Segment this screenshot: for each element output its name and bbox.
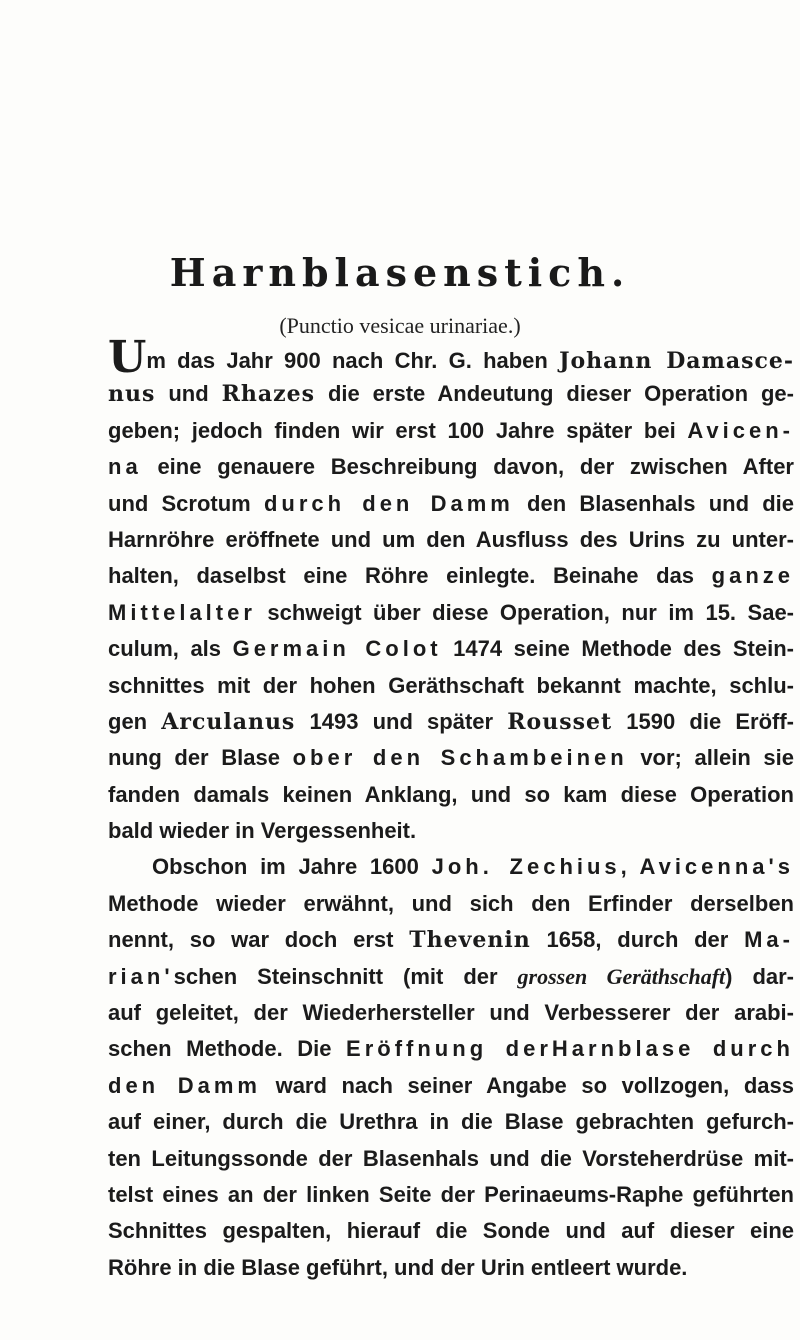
name-blackletter: nus bbox=[108, 381, 156, 408]
text-line bbox=[108, 813, 794, 849]
text-line bbox=[108, 1031, 794, 1067]
spaced-emphasis: Germain Colot bbox=[232, 636, 442, 662]
text-run: ward nach seiner Angabe so vollzogen, dass bbox=[260, 1072, 794, 1098]
text-run: 1474 seine Methode des Stein- bbox=[441, 636, 794, 662]
text-run: 1493 und später bbox=[295, 708, 508, 734]
paragraph-1 bbox=[108, 332, 794, 849]
text-line bbox=[108, 1068, 794, 1104]
spaced-emphasis: na bbox=[108, 454, 142, 480]
text-run: 1658, durch der bbox=[530, 927, 745, 953]
italic-emphasis: grossen Geräthschaft bbox=[517, 963, 726, 989]
text-line bbox=[108, 558, 794, 594]
text-line bbox=[108, 522, 794, 558]
text-line bbox=[108, 1250, 794, 1286]
text-run: ten Leitungssonde der Blasenhals und die Vorsteherdrüse mit- bbox=[108, 1145, 794, 1171]
text-run: fanden damals keinen Anklang, und so kam diese Operation bbox=[108, 781, 794, 807]
name-blackletter: Arculanus bbox=[161, 708, 296, 735]
text-line bbox=[108, 486, 794, 522]
text-run: , bbox=[620, 854, 640, 880]
text-run: den Blasenhals und die bbox=[513, 490, 794, 516]
spaced-emphasis: Joh. Zechius bbox=[431, 854, 621, 880]
spaced-emphasis: durch den Damm bbox=[263, 490, 514, 516]
spaced-emphasis: Avicen- bbox=[687, 417, 794, 443]
drop-cap: U bbox=[108, 332, 147, 383]
text-run: nung der Blase bbox=[108, 745, 293, 771]
text-run: Obschon im Jahre 1600 bbox=[152, 854, 432, 880]
spaced-emphasis: Mittelalter bbox=[108, 599, 256, 625]
name-blackletter: Rhazes bbox=[221, 381, 316, 408]
text-run: schweigt über diese Operation, nur im 15. Sae- bbox=[255, 599, 794, 625]
spaced-emphasis: ganze bbox=[711, 563, 794, 589]
spaced-emphasis: rian' bbox=[108, 963, 174, 989]
text-run: eine genauere Beschreibung davon, der zwischen After bbox=[141, 454, 794, 480]
text-line bbox=[108, 849, 794, 885]
text-line bbox=[108, 631, 794, 667]
text-line bbox=[108, 668, 794, 704]
spaced-emphasis: Eröffnung derHarnblase durch bbox=[346, 1036, 794, 1062]
text-line bbox=[108, 1213, 794, 1249]
text-run: m das Jahr 900 nach Chr. G. haben bbox=[146, 348, 560, 373]
text-line bbox=[108, 1141, 794, 1177]
text-run: geben; jedoch finden wir erst 100 Jahre später bei bbox=[108, 417, 688, 443]
text-run: schen Steinschnitt (mit der bbox=[173, 963, 518, 989]
text-run: schnittes mit der hohen Geräthschaft bekannt machte, schlu- bbox=[108, 672, 794, 698]
text-line bbox=[108, 376, 794, 412]
text-run: Methode wieder erwähnt, und sich den Erfinder derselben bbox=[108, 890, 794, 916]
text-run: Schnittes gespalten, hierauf die Sonde und auf dieser eine bbox=[108, 1218, 794, 1244]
text-line bbox=[108, 1104, 794, 1140]
spaced-emphasis: ober den Schambeinen bbox=[292, 745, 628, 771]
page-title: Harnblasenstich. bbox=[169, 250, 631, 295]
spaced-emphasis: Avicenna's bbox=[639, 854, 794, 880]
text-run: telst eines an der linken Seite der Perinaeums-Raphe geführten bbox=[108, 1181, 794, 1207]
name-blackletter: Johann Damasce- bbox=[559, 348, 794, 374]
text-line bbox=[108, 922, 794, 958]
text-line bbox=[108, 740, 794, 776]
text-line bbox=[108, 413, 794, 449]
text-run: auf geleitet, der Wiederhersteller und Verbesserer der arabi- bbox=[108, 1000, 794, 1026]
text-run: Harnröhre eröffnete und um den Ausfluss des Urins zu unter- bbox=[108, 526, 794, 552]
text-line bbox=[108, 449, 794, 485]
text-run: culum, als bbox=[108, 636, 233, 662]
text-run: auf einer, durch die Urethra in die Blase gebrachten gefurch- bbox=[108, 1109, 794, 1135]
page-subtitle: (Punctio vesicae urinariae.) bbox=[279, 313, 521, 338]
text-run: nennt, so war doch erst bbox=[108, 927, 410, 953]
text-line bbox=[108, 995, 794, 1031]
text-run: die erste Andeutung dieser Operation ge- bbox=[315, 381, 794, 407]
text-line bbox=[108, 332, 794, 383]
text-run: Röhre in die Blase geführt, und der Urin entleert wurde. bbox=[108, 1254, 688, 1280]
text-run: und Scrotum bbox=[108, 490, 264, 516]
text-line bbox=[108, 595, 794, 631]
text-line bbox=[108, 886, 794, 922]
text-line bbox=[108, 959, 794, 995]
name-blackletter: Thevenin bbox=[409, 927, 531, 954]
paragraph-2 bbox=[108, 849, 794, 1286]
name-blackletter: Rousset bbox=[507, 708, 613, 735]
text-run: ) dar- bbox=[725, 963, 794, 989]
text-run: 1590 die Eröff- bbox=[612, 708, 794, 734]
body-text bbox=[108, 332, 794, 1286]
text-run: und bbox=[155, 381, 222, 407]
text-run: gen bbox=[108, 708, 162, 734]
text-line bbox=[108, 1177, 794, 1213]
spaced-emphasis: den Damm bbox=[108, 1072, 261, 1098]
text-run: vor; allein sie bbox=[627, 745, 794, 771]
text-line bbox=[108, 777, 794, 813]
spaced-emphasis: Ma- bbox=[744, 927, 794, 953]
text-run: bald wieder in Vergessenheit. bbox=[108, 818, 417, 844]
text-line bbox=[108, 704, 794, 740]
text-run: schen Methode. Die bbox=[108, 1036, 347, 1062]
text-run: halten, daselbst eine Röhre einlegte. Beinahe das bbox=[108, 563, 712, 589]
